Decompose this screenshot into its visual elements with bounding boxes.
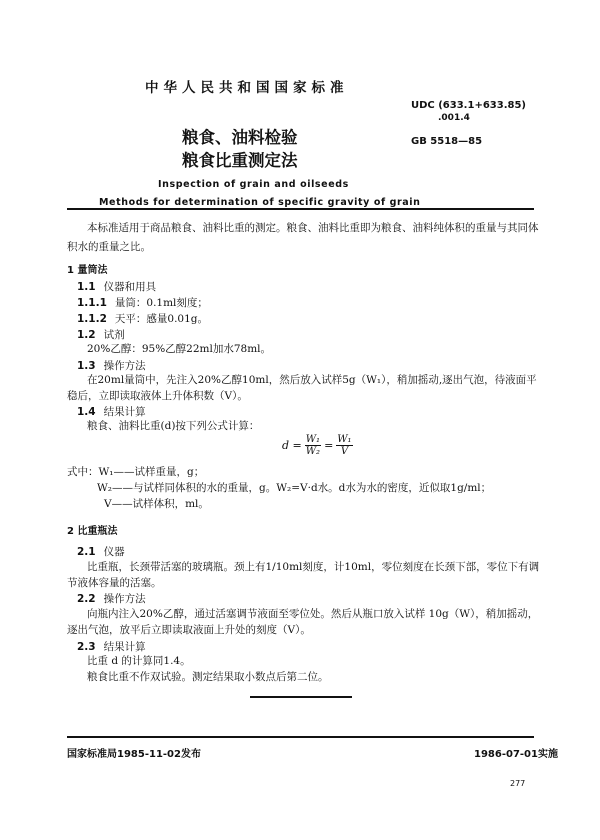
fraction-2 <box>336 434 352 457</box>
title-en-line1: Inspection of grain and oilseeds <box>158 179 349 190</box>
formula-lhs: d = <box>282 439 302 452</box>
section-title: 结果计算 <box>103 641 146 653</box>
operation-line1: 向瓶内注入20%乙醇，通过活塞调节液面至零位处。然后从瓶口放入试样 10g（W），稍加摇动， <box>87 608 539 620</box>
section-number: 2.3 <box>77 641 96 653</box>
result-line2: 粮食比重不作双试验。测定结果取小数点后第二位。 <box>87 671 329 683</box>
calc-intro: 粮食、油料比重(d)按下列公式计算： <box>87 420 260 432</box>
section-number: 2.1 <box>77 546 96 558</box>
section-number: 2.2 <box>77 593 96 605</box>
top-divider <box>67 208 534 210</box>
section-text: 天平：感量0.01g。 <box>114 313 209 325</box>
section-number: 1.1 <box>77 281 96 293</box>
section2-heading: 2 比重瓶法 <box>67 526 118 537</box>
intro-line2: 积水的重量之比。 <box>67 241 151 253</box>
section-title: 试剂 <box>103 329 125 341</box>
end-divider <box>250 696 352 698</box>
procedure-line2: 稳后，立即读取液体上升体积数（V）。 <box>67 390 248 402</box>
procedure-line1: 在20ml量筒中，先注入20%乙醇10ml，然后放入试样5g（W₁），稍加摇动,逐出气泡，待液面平 <box>87 374 537 386</box>
formula-equals: = <box>324 439 334 452</box>
section-1-1 <box>77 279 156 294</box>
section-2-3 <box>77 639 146 654</box>
section-1-3 <box>77 358 146 373</box>
title-cn-line1: 粮食、油料检验 <box>182 128 298 147</box>
issue-date: 国家标准局1985-11-02发布 <box>67 749 201 760</box>
page-number: 277 <box>510 779 526 788</box>
section-title: 操作方法 <box>103 593 146 605</box>
section-2-1 <box>77 544 125 559</box>
section-title: 仪器 <box>103 546 125 558</box>
section-number: 1.3 <box>77 360 96 372</box>
section-title: 结果计算 <box>103 406 146 418</box>
title-cn-line2: 粮食比重测定法 <box>182 151 298 170</box>
section-number: 1.1.1 <box>77 297 107 309</box>
result-line1: 比重 d 的计算同1.4。 <box>87 655 191 667</box>
fraction-1 <box>305 434 321 457</box>
udc-code-line2: .001.4 <box>438 113 470 123</box>
apparatus-line2: 节液体容量的活塞。 <box>67 577 162 589</box>
numerator: W₁ <box>337 434 352 445</box>
reagent-text: 20%乙醇：95%乙醇22ml加水78ml。 <box>87 343 272 355</box>
denominator: V <box>340 446 349 457</box>
footer-divider <box>67 736 534 738</box>
where-w1 <box>67 465 204 480</box>
operation-line2: 逐出气泡，放平后立即读取液面上升处的刻度（V）。 <box>67 624 311 636</box>
section1-heading: 1 量筒法 <box>67 265 108 276</box>
effective-date: 1986-07-01实施 <box>474 749 558 760</box>
section-1-4 <box>77 404 146 419</box>
w1-definition: W₁——试样重量，g； <box>98 466 205 478</box>
country-standard-header: 中华人民共和国国家标准 <box>145 80 349 96</box>
section-title: 仪器和用具 <box>103 281 157 293</box>
section-number: 1.4 <box>77 406 96 418</box>
where-w2: W₂——与试样同体积的水的重量，g。W₂=V·d水。d水为水的密度，近似取1g/ml； <box>97 482 492 494</box>
where-v: V——试样体积，ml。 <box>104 498 209 510</box>
section-text: 量筒：0.1ml刻度； <box>114 297 208 309</box>
numerator: W₁ <box>305 434 321 445</box>
section-2-2 <box>77 591 146 606</box>
apparatus-line1: 比重瓶，长颈带活塞的玻璃瓶。颈上有1/10ml刻度，计10ml，零位刻度在长颈下部，零位下有调 <box>87 561 540 573</box>
section-number: 1.1.2 <box>77 313 107 325</box>
title-en-line2: Methods for determination of specific gravity of grain <box>99 197 421 208</box>
section-number: 1.2 <box>77 329 96 341</box>
udc-code: UDC (633.1+633.85) <box>411 100 526 111</box>
intro-line1: 本标准适用于商品粮食、油料比重的测定。粮食、油料比重即为粮食、油料纯体积的重量与其同体 <box>87 222 539 234</box>
specific-gravity-formula <box>282 434 356 457</box>
section-1-1-2 <box>77 311 208 326</box>
section-1-1-1 <box>77 295 208 310</box>
section-1-2 <box>77 327 125 342</box>
section-title: 操作方法 <box>103 360 146 372</box>
where-label: 式中： <box>67 466 99 478</box>
gb-number: GB 5518—85 <box>411 136 483 147</box>
denominator: W₂ <box>305 446 321 457</box>
